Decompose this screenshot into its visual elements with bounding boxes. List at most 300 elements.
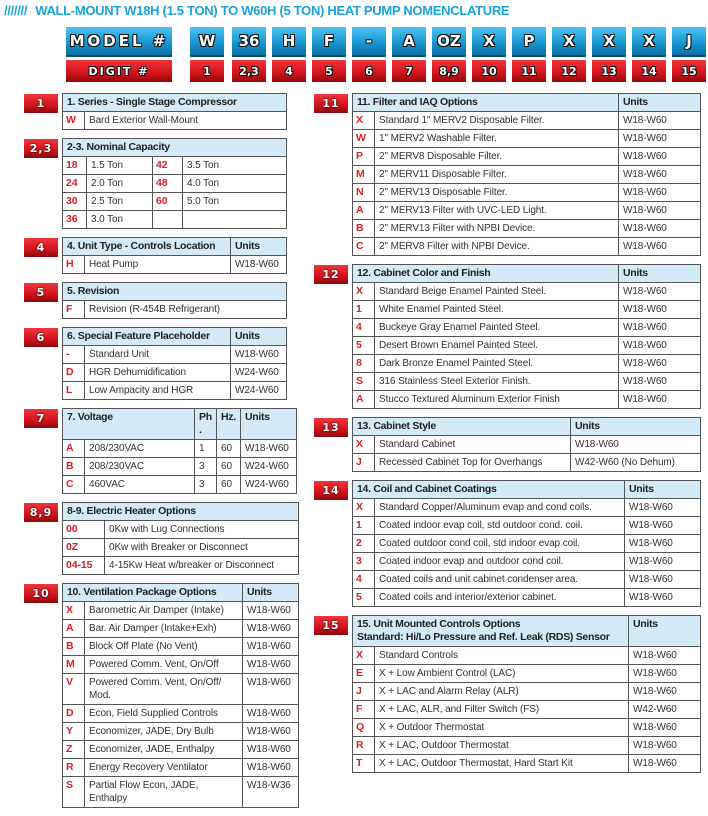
section-badge: 13 [314, 418, 348, 437]
section-title-text: 11. Filter and IAQ Options [357, 96, 478, 108]
section-title [63, 238, 231, 256]
option-code: W [63, 112, 85, 130]
option-code: B [353, 220, 375, 238]
option-cell: W24-W60 [231, 364, 287, 382]
section-header-row [353, 265, 701, 283]
option-code: Y [63, 723, 85, 741]
section-badge: 1 [24, 94, 58, 113]
section-title-text: 4. Unit Type - Controls Location [67, 240, 216, 252]
digit-number: 13 [592, 60, 626, 82]
option-cell: 460VAC [85, 476, 195, 494]
section-title [63, 139, 287, 157]
table-row [63, 741, 299, 759]
table-row [63, 193, 287, 211]
section-title [353, 265, 619, 283]
section-title [353, 616, 629, 647]
section-header-row [63, 283, 287, 301]
section-badge: 5 [24, 283, 58, 302]
option-cell: W18-W60 [619, 238, 701, 256]
option-code: 24 [63, 175, 87, 193]
option-code: X [353, 283, 375, 301]
option-cell: W18-W60 [625, 589, 701, 607]
digit-number: 7 [392, 60, 426, 82]
option-cell: W18-W60 [231, 346, 287, 364]
section-badge: 15 [314, 616, 348, 635]
option-cell: Standard Controls [375, 647, 629, 665]
model-value: - [352, 27, 386, 57]
option-cell: W24-W60 [241, 458, 297, 476]
column-header [217, 409, 241, 440]
option-cell: White Enamel Painted Steel. [375, 301, 619, 319]
section-subtitle: Standard: Hi/Lo Pressure and Ref. Leak (RDS) Sensor [357, 631, 610, 643]
option-code: 5 [353, 337, 375, 355]
option-cell: 5.0 Ton [183, 193, 287, 211]
column-header [195, 409, 217, 440]
section-header-row [63, 328, 287, 346]
section-title [63, 283, 287, 301]
section-title-text: 7. Voltage [67, 411, 113, 423]
column-header [619, 265, 701, 283]
option-cell: W18-W60 [625, 571, 701, 589]
option-cell: 4.0 Ton [183, 175, 287, 193]
section-header-row [353, 481, 701, 499]
option-cell: Coated indoor evap coil, std outdoor cond. coil. [375, 517, 625, 535]
option-cell: Heat Pump [85, 256, 231, 274]
option-cell: Economizer, JADE, Dry Bulb [85, 723, 243, 741]
option-code: J [353, 454, 375, 472]
right-column [314, 93, 701, 781]
section-header-row [353, 94, 701, 112]
section-badge: 12 [314, 265, 348, 284]
table-row [63, 777, 299, 808]
section-table [62, 93, 287, 130]
option-cell: W18-W60 [625, 499, 701, 517]
option-cell [183, 211, 287, 229]
option-cell: W18-W60 [243, 638, 299, 656]
option-cell: 2" MERV11 Disposable Filter. [375, 166, 619, 184]
option-cell: Coated indoor evap and outdoor cond coil. [375, 553, 625, 571]
option-cell: W18-W60 [629, 683, 701, 701]
option-code: E [353, 665, 375, 683]
section [314, 93, 701, 256]
option-cell: W18-W60 [243, 674, 299, 705]
column-header [243, 584, 299, 602]
option-code [153, 211, 183, 229]
option-cell: Coated coils and interior/exterior cabinet. [375, 589, 625, 607]
option-cell: W18-W60 [629, 647, 701, 665]
option-cell: Partial Flow Econ, JADE, Enthalpy [85, 777, 243, 808]
option-cell: W18-W60 [619, 184, 701, 202]
table-row [353, 283, 701, 301]
table-row [353, 535, 701, 553]
option-cell: 3 [195, 476, 217, 494]
title-text: WALL-MOUNT W18H (1.5 TON) TO W60H (5 TON) HEAT PUMP NOMENCLATURE [35, 3, 510, 18]
option-cell: W18-W60 [243, 759, 299, 777]
table-row [353, 499, 701, 517]
column-header [629, 616, 701, 647]
column-header [571, 418, 701, 436]
option-cell: W18-W60 [619, 202, 701, 220]
option-cell: Standard 1" MERV2 Disposable Filter. [375, 112, 619, 130]
section-title-text: 12. Cabinet Color and Finish [357, 267, 491, 279]
title-slashes: /////// [4, 3, 28, 18]
table-row [63, 602, 299, 620]
column-header-text: Units [633, 618, 658, 630]
section-title [63, 584, 243, 602]
column-header-text: Hz. [221, 411, 236, 423]
option-cell: HGR Dehumidification [85, 364, 231, 382]
option-cell: W18-W60 [243, 602, 299, 620]
section-table [352, 264, 701, 409]
table-row [353, 719, 701, 737]
option-cell: W42-W60 (No Dehum) [571, 454, 701, 472]
option-cell: 2" MERV13 Filter with NPBI Device. [375, 220, 619, 238]
option-cell: W18-W60 [243, 620, 299, 638]
table-row [63, 705, 299, 723]
section-table [62, 237, 287, 274]
table-row [353, 202, 701, 220]
option-cell: Coated coils and unit cabinet condenser area. [375, 571, 625, 589]
option-cell: Revision (R-454B Refrigerant) [85, 301, 287, 319]
table-row [353, 517, 701, 535]
model-value: P [512, 27, 546, 57]
column-header [625, 481, 701, 499]
table-row [63, 620, 299, 638]
option-cell: 3.5 Ton [183, 157, 287, 175]
section-badge: 10 [24, 584, 58, 603]
option-code: R [63, 759, 85, 777]
section-title-text: 10. Ventilation Package Options [67, 586, 217, 598]
section-title-text: 2-3. Nominal Capacity [67, 141, 170, 153]
option-code: X [353, 647, 375, 665]
digit-label: DIGIT # [66, 60, 172, 82]
option-code: 60 [153, 193, 183, 211]
option-code: 30 [63, 193, 87, 211]
option-code: 18 [63, 157, 87, 175]
table-row [353, 238, 701, 256]
option-cell: W18-W60 [619, 391, 701, 409]
table-row [353, 373, 701, 391]
option-cell: X + LAC, Outdoor Thermostat [375, 737, 629, 755]
section-badge: 7 [24, 409, 58, 428]
model-value: X [552, 27, 586, 57]
column-header [231, 328, 287, 346]
model-value: W [190, 27, 224, 57]
section [24, 237, 299, 274]
option-cell: W18-W60 [619, 166, 701, 184]
digit-number: 15 [672, 60, 706, 82]
section [24, 408, 299, 494]
option-code: S [353, 373, 375, 391]
table-row [353, 220, 701, 238]
table-row [63, 458, 297, 476]
option-cell: W18-W60 [619, 355, 701, 373]
section [24, 502, 299, 575]
table-row [63, 175, 287, 193]
table-row [63, 211, 287, 229]
section-table [62, 282, 287, 319]
section-table [62, 408, 297, 494]
table-row [353, 737, 701, 755]
option-cell: Coated outdoor cond coil, std indoor evap coil. [375, 535, 625, 553]
option-code: X [63, 602, 85, 620]
section-header-row [353, 418, 701, 436]
table-row [63, 112, 287, 130]
option-code: 4 [353, 571, 375, 589]
option-cell: Low Ampacity and HGR [85, 382, 231, 400]
digit-number: 2,3 [232, 60, 266, 82]
section-header-row [63, 238, 287, 256]
option-code: D [63, 705, 85, 723]
option-cell: W18-W60 [619, 148, 701, 166]
table-row [63, 539, 299, 557]
section-title [353, 418, 571, 436]
option-cell: Block Off Plate (No Vent) [85, 638, 243, 656]
table-row [63, 557, 299, 575]
section-badge: 11 [314, 94, 348, 113]
option-cell: 2" MERV13 Filter with UVC-LED Light. [375, 202, 619, 220]
section-badge: 8,9 [24, 503, 58, 522]
option-code: 2 [353, 535, 375, 553]
option-cell: Bar. Air Damper (Intake+Exh) [85, 620, 243, 638]
option-cell: W18-W60 [619, 112, 701, 130]
table-row [353, 130, 701, 148]
option-cell: Buckeye Gray Enamel Painted Steel. [375, 319, 619, 337]
table-row [353, 683, 701, 701]
column-header-text: Units [623, 267, 648, 279]
model-value: J [672, 27, 706, 57]
option-cell: Powered Comm. Vent, On/Off [85, 656, 243, 674]
option-code: - [63, 346, 85, 364]
section-title-text: 1. Series - Single Stage Compressor [67, 96, 237, 108]
section-header-row [353, 616, 701, 647]
section-title [353, 94, 619, 112]
option-code: W [353, 130, 375, 148]
option-code: L [63, 382, 85, 400]
option-cell: 1 [195, 440, 217, 458]
table-row [353, 391, 701, 409]
option-code: Z [63, 741, 85, 759]
table-row [353, 454, 701, 472]
option-code: Q [353, 719, 375, 737]
column-header-text: Units [235, 240, 260, 252]
column-header [619, 94, 701, 112]
table-row [63, 638, 299, 656]
section-badge: 6 [24, 328, 58, 347]
option-cell: 0Kw with Lug Connections [105, 521, 299, 539]
table-row [353, 301, 701, 319]
option-cell: W18-W60 [619, 337, 701, 355]
option-code: 36 [63, 211, 87, 229]
option-cell: Bard Exterior Wall-Mount [85, 112, 287, 130]
table-row [353, 355, 701, 373]
option-cell: X + LAC, ALR, and Filter Switch (FS) [375, 701, 629, 719]
option-cell: W18-W36 [243, 777, 299, 808]
option-cell: W18-W60 [629, 737, 701, 755]
section [24, 138, 299, 229]
table-row [63, 521, 299, 539]
table-row [63, 301, 287, 319]
table-row [353, 148, 701, 166]
option-code: X [353, 112, 375, 130]
option-cell: 316 Stainless Steel Exterior Finish. [375, 373, 619, 391]
table-row [63, 256, 287, 274]
section-title [353, 481, 625, 499]
option-cell: 4-15Kw Heat w/breaker or Disconnect [105, 557, 299, 575]
option-cell: Dark Bronze Enamel Painted Steel. [375, 355, 619, 373]
option-code: M [63, 656, 85, 674]
table-row [353, 112, 701, 130]
section [24, 583, 299, 808]
option-cell: 1.5 Ton [87, 157, 153, 175]
option-cell: W18-W60 [243, 656, 299, 674]
section-table [352, 615, 701, 773]
section-title [63, 328, 231, 346]
option-code: 48 [153, 175, 183, 193]
option-code: N [353, 184, 375, 202]
model-value: F [312, 27, 346, 57]
option-cell: W18-W60 [625, 553, 701, 571]
option-code: D [63, 364, 85, 382]
option-cell: Powered Comm. Vent, On/Off/ Mod. [85, 674, 243, 705]
model-value: X [592, 27, 626, 57]
option-code: F [353, 701, 375, 719]
option-code: J [353, 683, 375, 701]
table-row [353, 755, 701, 773]
option-cell: W18-W60 [629, 665, 701, 683]
option-cell: 2.0 Ton [87, 175, 153, 193]
option-code: F [63, 301, 85, 319]
section-header-row [63, 584, 299, 602]
option-code: 1 [353, 517, 375, 535]
option-cell: W18-W60 [619, 319, 701, 337]
option-code: B [63, 638, 85, 656]
option-cell: Standard Unit [85, 346, 231, 364]
option-cell: W18-W60 [243, 705, 299, 723]
table-row [63, 476, 297, 494]
option-cell: 2.5 Ton [87, 193, 153, 211]
digit-number: 14 [632, 60, 666, 82]
option-cell: 208/230VAC [85, 440, 195, 458]
table-row [63, 723, 299, 741]
option-cell: W18-W60 [619, 220, 701, 238]
option-code: 42 [153, 157, 183, 175]
section-table [62, 583, 299, 808]
option-cell: Standard Cabinet [375, 436, 571, 454]
column-header [241, 409, 297, 440]
option-code: C [63, 476, 85, 494]
digit-number: 5 [312, 60, 346, 82]
model-value: OZ [432, 27, 466, 57]
model-value: H [272, 27, 306, 57]
section-header-row [63, 503, 299, 521]
option-cell: W42-W60 [629, 701, 701, 719]
option-code: M [353, 166, 375, 184]
option-cell: W18-W60 [629, 755, 701, 773]
table-row [353, 436, 701, 454]
digit-number: 8,9 [432, 60, 466, 82]
table-row [63, 157, 287, 175]
column-header-text: Units [245, 411, 270, 423]
option-cell: 60 [217, 476, 241, 494]
model-value: A [392, 27, 426, 57]
option-cell: Standard Copper/Aluminum evap and cond coils. [375, 499, 625, 517]
section-title [63, 503, 299, 521]
model-value: 36 [232, 27, 266, 57]
section-badge: 4 [24, 238, 58, 257]
column-header-text: Units [235, 330, 260, 342]
digit-number: 1 [190, 60, 224, 82]
option-code: X [353, 436, 375, 454]
option-cell: 2" MERV13 Disposable Filter. [375, 184, 619, 202]
option-cell: Barometric Air Damper (Intake) [85, 602, 243, 620]
table-row [353, 319, 701, 337]
section [24, 282, 299, 319]
section-title-text: 8-9. Electric Heater Options [67, 505, 196, 517]
option-code: 00 [63, 521, 105, 539]
table-row [353, 337, 701, 355]
column-header-text: Ph. [199, 411, 212, 436]
option-cell: 0Kw with Breaker or Disconnect [105, 539, 299, 557]
section-table [62, 327, 287, 400]
table-row [353, 701, 701, 719]
option-code: S [63, 777, 85, 808]
option-cell: X + Outdoor Thermostat [375, 719, 629, 737]
section [314, 480, 701, 607]
section-table [352, 480, 701, 607]
model-value: X [632, 27, 666, 57]
option-cell: Stucco Textured Aluminum Exterior Finish [375, 391, 619, 409]
column-header-text: Units [575, 420, 600, 432]
option-cell: Economizer, JADE, Enthalpy [85, 741, 243, 759]
option-cell: X + LAC, Outdoor Thermostat, Hard Start Kit [375, 755, 629, 773]
digit-number: 10 [472, 60, 506, 82]
table-row [353, 166, 701, 184]
option-cell: Energy Recovery Ventilator [85, 759, 243, 777]
option-cell: Desert Brown Enamel Painted Steel. [375, 337, 619, 355]
option-code: B [63, 458, 85, 476]
table-row [63, 346, 287, 364]
digit-number: 11 [512, 60, 546, 82]
section-badge: 2,3 [24, 139, 58, 158]
digit-number: 12 [552, 60, 586, 82]
option-cell: W18-W60 [243, 723, 299, 741]
section-table [62, 502, 299, 575]
option-code: V [63, 674, 85, 705]
option-cell: W18-W60 [231, 256, 287, 274]
option-cell: 1" MERV2 Washable Filter. [375, 130, 619, 148]
option-code: T [353, 755, 375, 773]
section-header-row [63, 139, 287, 157]
option-cell: 208/230VAC [85, 458, 195, 476]
option-code: 3 [353, 553, 375, 571]
section-title [63, 409, 195, 440]
table-row [353, 589, 701, 607]
section-title-text: 14. Coil and Cabinet Coatings [357, 483, 497, 495]
section-header-row [63, 94, 287, 112]
option-cell: 60 [217, 440, 241, 458]
section [314, 417, 701, 472]
section [24, 93, 299, 130]
option-cell: 60 [217, 458, 241, 476]
option-cell: 3 [195, 458, 217, 476]
option-cell: W24-W60 [231, 382, 287, 400]
section [314, 264, 701, 409]
section-table [62, 138, 287, 229]
model-label: MODEL # [66, 27, 172, 57]
option-cell: W18-W60 [619, 373, 701, 391]
option-code: 4 [353, 319, 375, 337]
